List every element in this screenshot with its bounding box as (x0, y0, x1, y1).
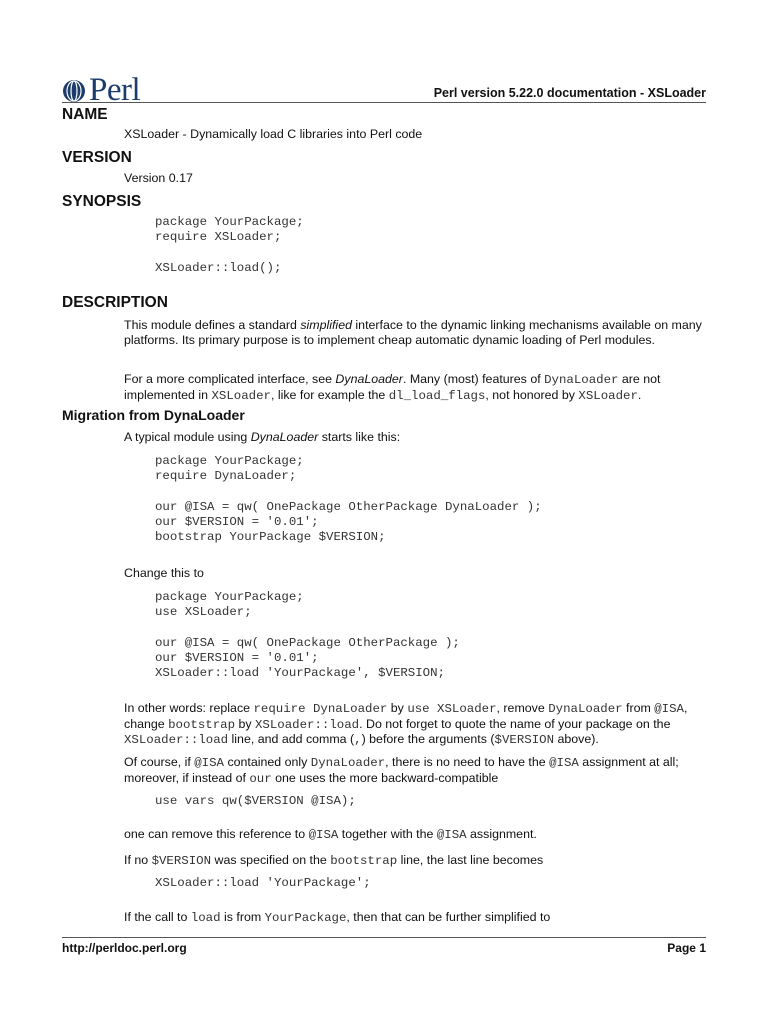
other-words-paragraph: In other words: replace require DynaLoader by use XSLoader, remove DynaLoader from @ISA, change bootstrap by XSLoader::load. Do not forget to quote the name of your package on the XSLoader::load line, and add comma (,) before the arguments ($VERSION above). (124, 701, 688, 747)
page-header-title: Perl version 5.22.0 documentation - XSLoader (433, 86, 706, 100)
migration-intro: A typical module using DynaLoader starts like this: (124, 430, 401, 444)
version-text: Version 0.17 (124, 171, 193, 185)
dynaloader-link[interactable]: DynaLoader (335, 372, 403, 386)
header-divider (62, 102, 706, 103)
heading-synopsis: SYNOPSIS (62, 193, 142, 210)
footer-divider (62, 937, 706, 938)
heading-name: NAME (62, 106, 108, 123)
change-this-text: Change this to (124, 566, 204, 580)
of-course-paragraph: Of course, if @ISA contained only DynaLoader, there is no need to have the @ISA assignment at all; moreover, if instead of our one uses the more backward-compatible (124, 755, 679, 786)
use-vars-code: use vars qw($VERSION @ISA); (155, 794, 356, 808)
remove-reference-paragraph: one can remove this reference to @ISA together with the @ISA assignment. (124, 827, 537, 842)
perl-onion-icon (62, 79, 86, 103)
heading-version: VERSION (62, 149, 132, 166)
footer-url-link[interactable]: http://perldoc.perl.org (62, 941, 187, 955)
call-to-load-paragraph: If the call to load is from YourPackage, then that can be further simplified to (124, 910, 551, 925)
heading-description: DESCRIPTION (62, 294, 168, 311)
heading-migration: Migration from DynaLoader (62, 407, 245, 423)
description-paragraph-1: This module defines a standard simplified interface to the dynamic linking mechanisms available on many platforms. Its primary purpose is to implement cheap automatic dynamic loading of Perl modules. (124, 318, 702, 347)
name-text: XSLoader - Dynamically load C libraries into Perl code (124, 127, 423, 141)
logo-text: Perl (89, 72, 141, 108)
migration-code-before: package YourPackage; require DynaLoader; our @ISA = qw( OnePackage OtherPackage DynaLoader ); our $VERSION = '0.01'; bootstrap YourPackage $VERSION; (155, 454, 542, 545)
if-no-version-paragraph: If no $VERSION was specified on the bootstrap line, the last line becomes (124, 853, 544, 868)
load-code: XSLoader::load 'YourPackage'; (155, 876, 371, 890)
perl-logo (62, 72, 140, 109)
synopsis-code: package YourPackage; require XSLoader; XSLoader::load(); (155, 215, 304, 275)
migration-code-after: package YourPackage; use XSLoader; our @ISA = qw( OnePackage OtherPackage ); our $VERSION = '0.01'; XSLoader::load 'YourPackage', $VERSION; (155, 590, 460, 681)
page-number: Page 1 (667, 941, 706, 955)
description-paragraph-2: For a more complicated interface, see DynaLoader. Many (most) features of DynaLoader are not implemented in XSLoader, like for example the dl_load_flags, not honored by XSLoader. (124, 372, 661, 403)
